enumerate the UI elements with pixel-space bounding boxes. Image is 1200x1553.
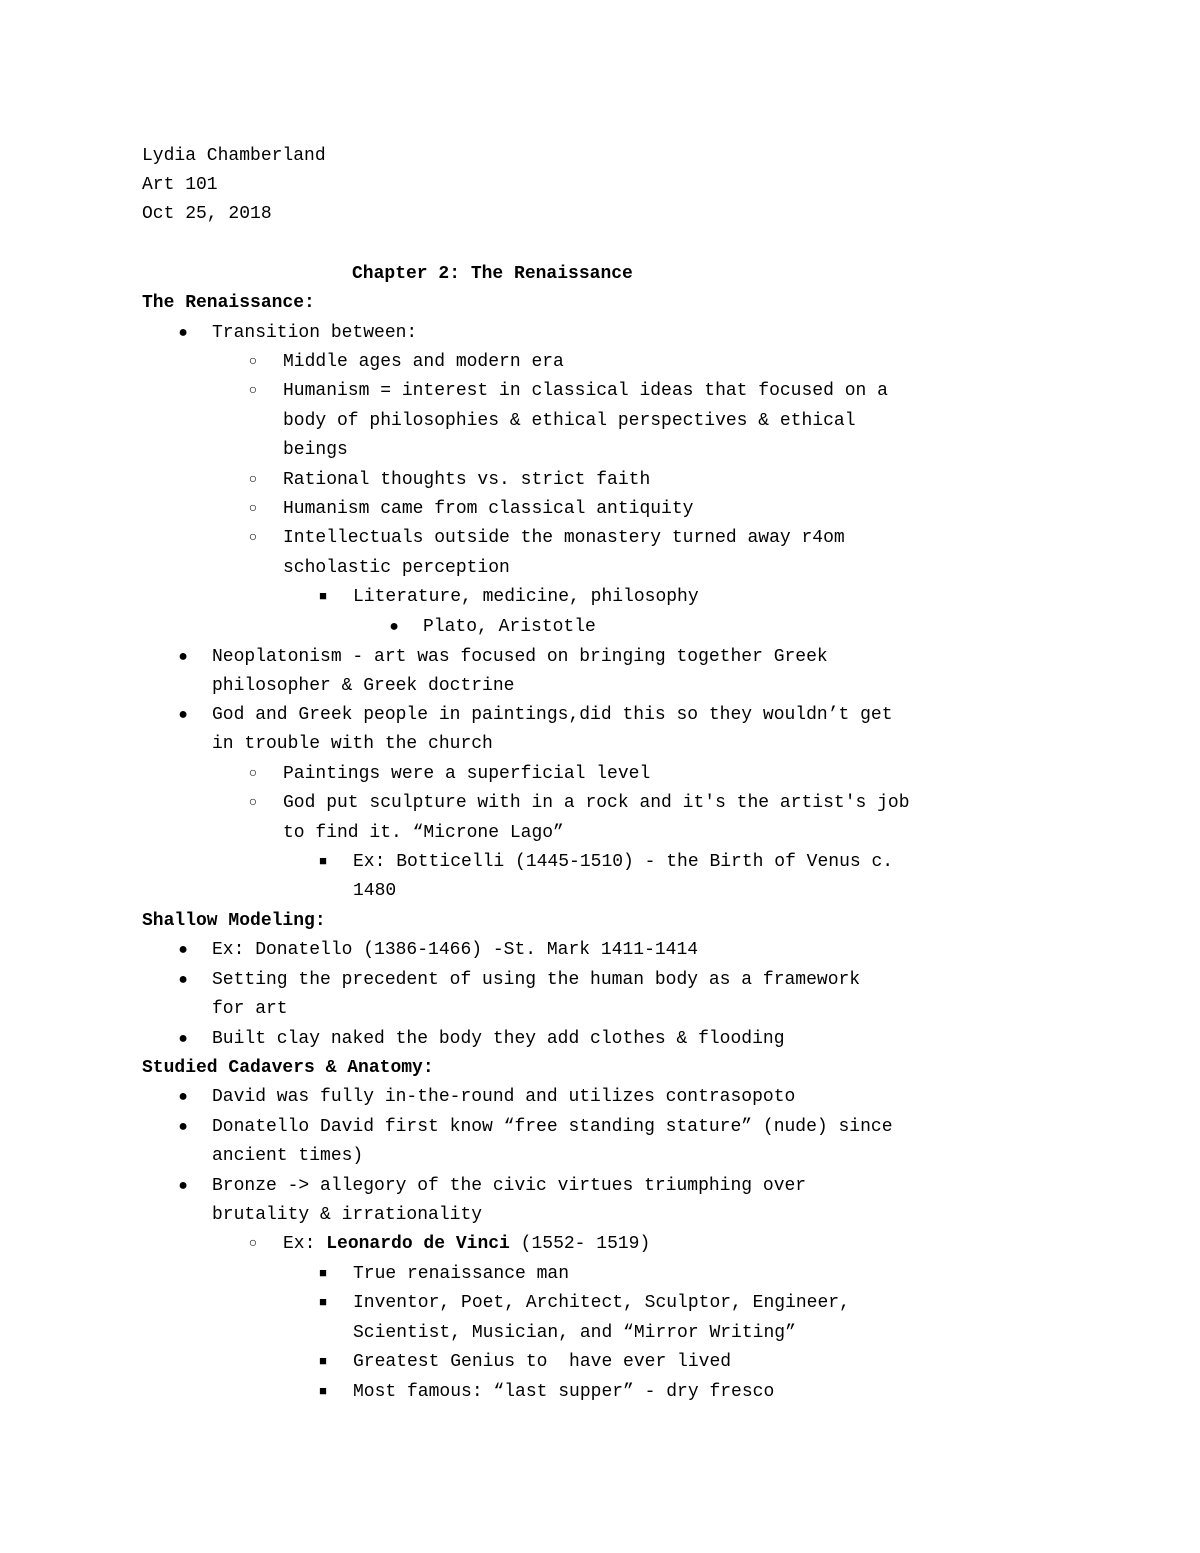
- square-bullet-icon: ■: [319, 1384, 327, 1399]
- list-item: God and Greek people in paintings,did this so they wouldn’t get: [212, 705, 893, 725]
- circle-bullet-icon: ○: [248, 1236, 258, 1252]
- list-item-continuation: 1480: [353, 881, 397, 901]
- list-item: Donatello David first know “free standing stature” (nude) since: [212, 1117, 893, 1137]
- list-item: Most famous: “last supper” - dry fresco: [353, 1382, 775, 1402]
- disc-bullet-icon: ●: [178, 706, 188, 724]
- section-heading: The Renaissance:: [142, 293, 315, 313]
- list-item: Rational thoughts vs. strict faith: [283, 470, 651, 490]
- list-item-continuation: body of philosophies & ethical perspectives & ethical: [283, 411, 856, 431]
- disc-bullet-icon: ●: [178, 1118, 188, 1136]
- circle-bullet-icon: ○: [248, 795, 258, 811]
- list-item-continuation: for art: [212, 999, 288, 1019]
- list-item-continuation: ancient times): [212, 1146, 364, 1166]
- list-item-continuation: beings: [283, 440, 348, 460]
- list-item: Neoplatonism - art was focused on bringing together Greek: [212, 647, 828, 667]
- chapter-title: Chapter 2: The Renaissance: [352, 264, 633, 284]
- list-item: Intellectuals outside the monastery turned away r4om: [283, 528, 845, 548]
- artist-dates: (1552- 1519): [509, 1234, 651, 1254]
- list-item: Literature, medicine, philosophy: [353, 587, 699, 607]
- list-item: True renaissance man: [353, 1264, 570, 1284]
- list-item: Paintings were a superficial level: [283, 764, 651, 784]
- example-prefix: Ex:: [283, 1234, 327, 1254]
- list-item: Plato, Aristotle: [423, 617, 596, 637]
- list-item-continuation: Scientist, Musician, and “Mirror Writing”: [353, 1323, 796, 1343]
- list-item: Inventor, Poet, Architect, Sculptor, Engineer,: [353, 1293, 850, 1313]
- disc-bullet-icon: ●: [178, 1177, 188, 1195]
- list-item: Humanism came from classical antiquity: [283, 499, 694, 519]
- list-item: Ex: Donatello (1386-1466) -St. Mark 1411-1414: [212, 940, 699, 960]
- section-heading: Shallow Modeling:: [142, 911, 326, 931]
- square-bullet-icon: ■: [319, 854, 327, 869]
- list-item-continuation: scholastic perception: [283, 558, 510, 578]
- list-item: Bronze -> allegory of the civic virtues triumphing over: [212, 1176, 807, 1196]
- list-item: Setting the precedent of using the human body as a framework: [212, 970, 861, 990]
- disc-bullet-icon: ●: [178, 1030, 188, 1048]
- list-item: Greatest Genius to have ever lived: [353, 1352, 732, 1372]
- list-item: David was fully in-the-round and utilizes contrasopoto: [212, 1087, 796, 1107]
- circle-bullet-icon: ○: [248, 766, 258, 782]
- list-item-continuation: to find it. “Microne Lago”: [283, 823, 564, 843]
- circle-bullet-icon: ○: [248, 354, 258, 370]
- square-bullet-icon: ■: [319, 1266, 327, 1281]
- list-item-continuation: philosopher & Greek doctrine: [212, 676, 515, 696]
- disc-bullet-icon: ●: [178, 971, 188, 989]
- note-date: Oct 25, 2018: [142, 204, 272, 224]
- list-item: Transition between:: [212, 323, 418, 343]
- disc-bullet-icon: ●: [178, 1088, 188, 1106]
- disc-bullet-icon: ●: [178, 648, 188, 666]
- list-item-continuation: brutality & irrationality: [212, 1205, 483, 1225]
- list-item: Middle ages and modern era: [283, 352, 564, 372]
- list-item: [283, 1233, 650, 1255]
- circle-bullet-icon: ○: [248, 530, 258, 546]
- circle-bullet-icon: ○: [248, 472, 258, 488]
- disc-bullet-icon: ●: [389, 618, 399, 636]
- author-name: Lydia Chamberland: [142, 146, 326, 166]
- list-item: Ex: Botticelli (1445-1510) - the Birth of Venus c.: [353, 852, 894, 872]
- circle-bullet-icon: ○: [248, 383, 258, 399]
- list-item: God put sculpture with in a rock and it's the artist's job: [283, 793, 910, 813]
- square-bullet-icon: ■: [319, 1354, 327, 1369]
- disc-bullet-icon: ●: [178, 941, 188, 959]
- list-item: Built clay naked the body they add clothes & flooding: [212, 1029, 785, 1049]
- disc-bullet-icon: ●: [178, 324, 188, 342]
- section-heading: Studied Cadavers & Anatomy:: [142, 1058, 434, 1078]
- circle-bullet-icon: ○: [248, 501, 258, 517]
- artist-name: Leonardo de Vinci: [326, 1234, 510, 1254]
- square-bullet-icon: ■: [319, 1295, 327, 1310]
- course-name: Art 101: [142, 175, 218, 195]
- square-bullet-icon: ■: [319, 589, 327, 604]
- list-item: Humanism = interest in classical ideas that focused on a: [283, 381, 888, 401]
- list-item-continuation: in trouble with the church: [212, 734, 493, 754]
